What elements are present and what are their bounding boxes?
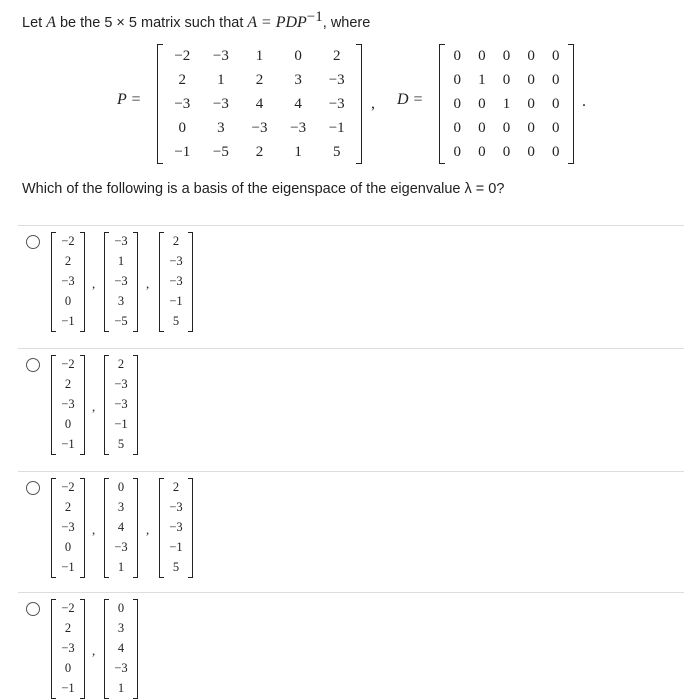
vector-entry: 3 [117, 500, 125, 514]
d-matrix-label: D = [397, 91, 424, 108]
vector-entry: 3 [117, 294, 125, 308]
vector-entry: −3 [61, 641, 75, 655]
p-matrix-label: P = [117, 91, 142, 108]
d-matrix-entry: 1 [478, 71, 486, 88]
vector-entry: −3 [114, 234, 128, 248]
vector-entry: −3 [114, 274, 128, 288]
vector-entry: 2 [64, 621, 72, 635]
option-1-vector [51, 232, 85, 332]
d-matrix-entry: 0 [453, 95, 462, 112]
p-matrix-entry: 2 [255, 143, 264, 160]
d-matrix-entry: 0 [453, 119, 462, 136]
vector-entry: 5 [172, 314, 180, 328]
p-matrix-entry: −2 [174, 47, 191, 64]
p-matrix-entry: 2 [255, 71, 264, 88]
matrix-separator: , [371, 95, 375, 112]
d-matrix-entry: 0 [551, 95, 560, 112]
vector-entry: 2 [64, 254, 72, 268]
question-text: Which of the following is a basis of the eigenspace of the eigenvalue λ = 0? [22, 181, 505, 197]
d-matrix-entry: 0 [551, 143, 560, 160]
p-matrix [157, 44, 362, 164]
vector-entry: −3 [114, 397, 128, 411]
intro-prefix: Let [22, 14, 47, 31]
p-matrix-entry: −1 [328, 119, 345, 136]
vector-entry: 1 [117, 254, 125, 268]
vector-entry: −1 [61, 314, 75, 328]
p-matrix-entry: 1 [255, 47, 264, 64]
vector-entry: −2 [61, 234, 75, 248]
option-2-radio[interactable] [26, 358, 40, 372]
p-matrix-entry: 5 [332, 143, 341, 160]
option-4-vector [51, 599, 85, 699]
d-matrix-entry: 0 [527, 95, 535, 112]
vector-entry: −3 [114, 377, 128, 391]
vector-entry: 2 [64, 500, 72, 514]
d-matrix-entry: 0 [502, 71, 511, 88]
vector-entry: 2 [117, 357, 125, 371]
vector-entry: −3 [61, 520, 75, 534]
d-matrix-entry: 0 [502, 119, 511, 136]
p-matrix-entry: 3 [217, 119, 225, 136]
d-matrix-entry: 0 [478, 47, 486, 64]
p-matrix-entry: 0 [294, 47, 302, 64]
vector-entry: −3 [114, 540, 128, 554]
vector-entry: −3 [169, 500, 183, 514]
p-matrix-entry: −3 [174, 95, 191, 112]
p-right-bracket [356, 44, 362, 164]
option-1-vector [159, 232, 193, 332]
intro-mid: be the 5 × 5 matrix such that [55, 14, 248, 31]
option-4-vector [104, 599, 138, 699]
vector-entry: 2 [64, 377, 72, 391]
divider [18, 348, 684, 349]
vector-entry: −3 [169, 520, 183, 534]
p-matrix-entry: 2 [332, 47, 341, 64]
d-matrix-entry: 0 [453, 71, 462, 88]
vector-entry: 0 [64, 661, 72, 675]
d-matrix [439, 44, 574, 164]
vector-entry: −3 [169, 274, 183, 288]
divider [18, 471, 684, 472]
intro-suffix: , where [322, 14, 371, 31]
p-matrix-entry: 1 [217, 71, 225, 88]
d-right-bracket [568, 44, 574, 164]
d-matrix-entry: 0 [551, 119, 560, 136]
vector-entry: −1 [169, 294, 183, 308]
vector-entry: 5 [117, 437, 125, 451]
d-matrix-entry: 0 [502, 47, 511, 64]
vector-entry: −1 [169, 540, 183, 554]
vector-entry: 2 [172, 234, 180, 248]
problem-intro [22, 9, 370, 32]
p-matrix-entry: −3 [251, 119, 268, 136]
vector-entry: 5 [172, 560, 180, 574]
vector-entry: 3 [117, 621, 125, 635]
option-2-vector [104, 355, 138, 455]
d-matrix-entry: 0 [453, 143, 462, 160]
d-matrix-entry: 0 [478, 143, 486, 160]
d-matrix-entry: 0 [527, 143, 535, 160]
d-matrix-entry: 0 [551, 71, 560, 88]
option-1-vector [104, 232, 138, 332]
vector-entry: 0 [64, 417, 72, 431]
vector-entry: 0 [117, 480, 125, 494]
divider [18, 592, 684, 593]
vector-separator: , [92, 399, 96, 414]
d-matrix-entry: 0 [478, 119, 486, 136]
vector-separator: , [92, 276, 96, 291]
vector-entry: −3 [169, 254, 183, 268]
d-matrix-entry: 0 [502, 143, 511, 160]
p-matrix-entry: −3 [290, 119, 307, 136]
option-3-vector [51, 478, 85, 578]
vector-entry: 0 [117, 601, 125, 615]
vector-separator: , [92, 522, 96, 537]
vector-entry: −1 [61, 437, 75, 451]
p-matrix-entry: 1 [294, 143, 302, 160]
vector-entry: 0 [64, 294, 72, 308]
vector-entry: −1 [61, 681, 75, 695]
d-matrix-entry: 0 [527, 71, 535, 88]
p-matrix-entry: 4 [255, 95, 264, 112]
end-period: . [582, 93, 586, 110]
p-matrix-entry: −1 [174, 143, 191, 160]
vector-entry: −2 [61, 357, 75, 371]
p-matrix-entry: 3 [294, 71, 302, 88]
option-4-radio[interactable] [26, 602, 40, 616]
vector-entry: 1 [117, 560, 125, 574]
vector-entry: −2 [61, 601, 75, 615]
p-matrix-entry: −3 [212, 95, 229, 112]
vector-entry: −5 [114, 314, 128, 328]
p-matrix-entry: 0 [178, 119, 187, 136]
vector-entry: 4 [117, 520, 125, 534]
p-matrix-entry: 4 [294, 95, 302, 112]
vector-entry: −1 [114, 417, 128, 431]
option-3-vector [104, 478, 138, 578]
divider [18, 225, 684, 226]
p-matrix-entry: −3 [212, 47, 229, 64]
p-matrix-entry: −5 [212, 143, 229, 160]
p-matrix-entry: 2 [178, 71, 187, 88]
d-matrix-entry: 0 [527, 47, 535, 64]
vector-entry: 0 [64, 540, 72, 554]
option-3-radio[interactable] [26, 481, 40, 495]
vector-entry: 1 [117, 681, 125, 695]
option-3-vector [159, 478, 193, 578]
intro-symbol-a: A [46, 13, 56, 31]
intro-formula: A = PDP [247, 13, 307, 31]
d-matrix-entry: 0 [453, 47, 462, 64]
vector-separator: , [92, 643, 96, 658]
vector-entry: −2 [61, 480, 75, 494]
vector-separator: , [146, 276, 150, 291]
vector-separator: , [146, 522, 150, 537]
vector-entry: 2 [172, 480, 180, 494]
p-matrix-entry: −3 [328, 71, 345, 88]
d-matrix-entry: 0 [551, 47, 560, 64]
option-2-vector [51, 355, 85, 455]
vector-entry: −3 [114, 661, 128, 675]
d-matrix-entry: 0 [527, 119, 535, 136]
intro-exponent: −1 [306, 9, 323, 25]
option-1-radio[interactable] [26, 235, 40, 249]
vector-entry: −1 [61, 560, 75, 574]
vector-entry: −3 [61, 397, 75, 411]
p-matrix-entry: −3 [328, 95, 345, 112]
vector-entry: −3 [61, 274, 75, 288]
d-matrix-entry: 1 [502, 95, 511, 112]
d-matrix-entry: 0 [478, 95, 486, 112]
vector-entry: 4 [117, 641, 125, 655]
